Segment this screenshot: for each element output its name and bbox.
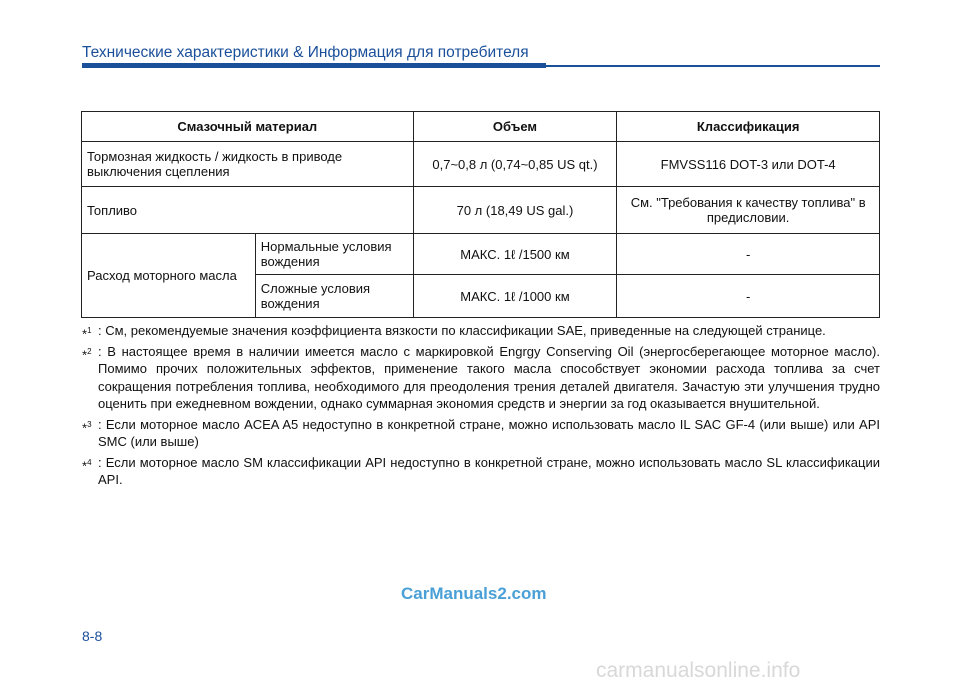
material-cell: Тормозная жидкость / жидкость в приводе выключения сцепления [82,142,414,187]
table-row [82,142,880,187]
footnote-marker: *$^4$ [82,457,92,473]
page-number: 8-8 [82,628,103,644]
volume-cell: 70 л (18,49 US gal.) [413,187,617,234]
volume-cell: МАКС. 1ℓ /1000 км [413,275,617,318]
lubricant-spec-table [81,111,880,318]
classification-cell: FMVSS116 DOT-3 или DOT-4 [617,142,880,187]
footnote-marker: *$^3$ [82,419,92,435]
watermark-link[interactable]: CarManuals2.com [401,584,547,603]
footnote-text: : См, рекомендуемые значения коэффициента вязкости по классификации SAE, приведенные на следующей странице. [98,323,826,338]
column-header-volume: Объем [413,112,617,142]
volume-cell: 0,7~0,8 л (0,74~0,85 US qt.) [413,142,617,187]
material-cell: Расход моторного масла [82,234,256,318]
classification-cell: - [617,275,880,318]
column-header-classification: Классификация [617,112,880,142]
section-header-title: Технические характеристики & Информация для потребителя [82,44,529,61]
table-row [82,187,880,234]
classification-cell: См. "Требования к качеству топлива" в предисловии. [617,187,880,234]
footnote-3 [82,416,880,451]
volume-cell: МАКС. 1ℓ /1500 км [413,234,617,275]
table-row [82,234,880,275]
header-rule [546,65,880,67]
footnote-text: : В настоящее время в наличии имеется масло с маркировкой Engrgy Conserving Oil (энергосберегающее моторное масло). Помимо прочих положительных эффектов, применение такого масла способствует экономии расхода топлива за счет сокращения потребления топлива, необходимого для преодоления трения деталей двигателя. Зачастую эти улучшения трудно оценить при ежедневном вождении, однако суммарная экономия средств и энергии за год оказывается внушительной. [98,343,880,411]
footer-watermark: carmanualsonline.info [596,659,801,682]
condition-cell: Сложные условия вождения [255,275,413,318]
classification-cell: - [617,234,880,275]
footnote-2 [82,343,880,413]
footnote-marker: *$^2$ [82,346,92,362]
footnote-text: : Если моторное масло ACEA A5 недоступно в конкретной стране, можно использовать масло IL SAC GF-4 (или выше) или API SMC (или выше) [98,416,880,449]
footnote-4 [82,454,880,489]
footnote-text: : Если моторное масло SM классификации API недоступно в конкретной стране, можно использовать масло SL классификации API. [98,454,880,487]
footnote-marker: *$^1$ [82,326,92,342]
footnote-1 [82,322,880,340]
material-cell: Топливо [82,187,414,234]
condition-cell: Нормальные условия вождения [255,234,413,275]
table-header-row [82,112,880,142]
column-header-material: Смазочный материал [82,112,414,142]
footnotes [82,322,880,492]
header-accent-bar [82,63,546,68]
